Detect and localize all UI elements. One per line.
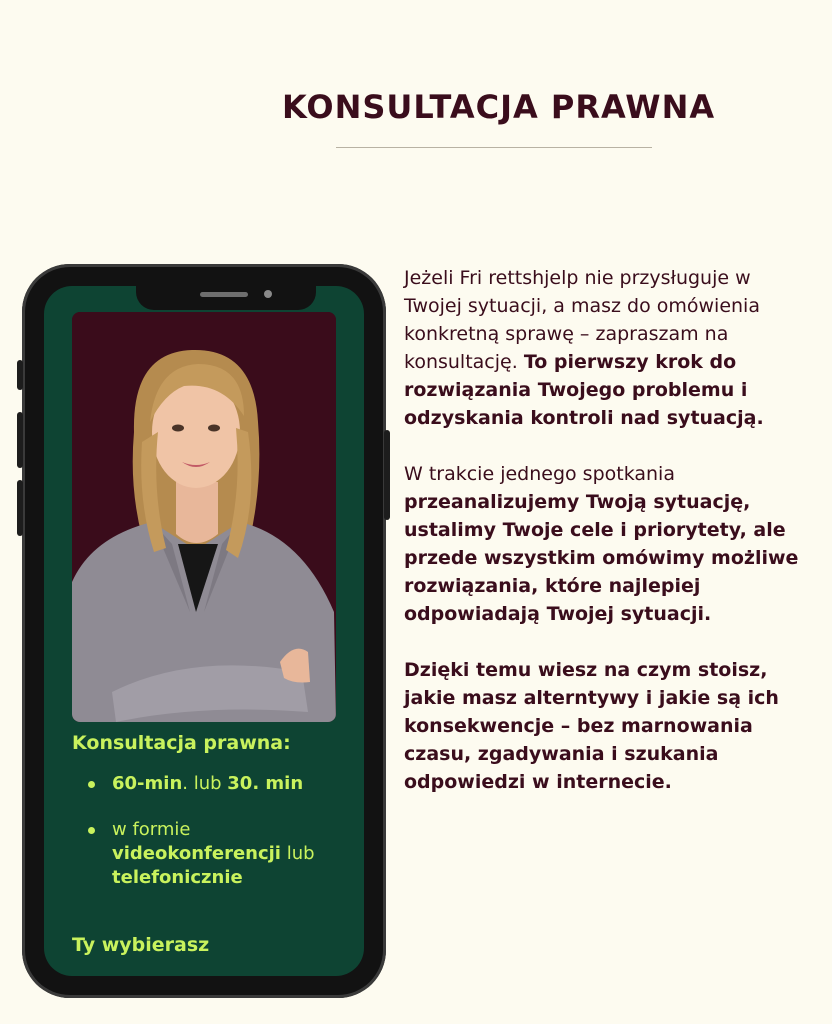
format-phone: telefonicznie [112,867,243,888]
you-choose-label: Ty wybierasz [72,934,210,956]
paragraph-benefit [404,656,804,796]
page-title: KONSULTACJA PRAWNA [282,88,716,126]
intro-regular: Jeżeli Fri rettshjelp nie przysługuje w Twojej sytuacji, a masz do omówienia konkretną sprawę – zapraszam na konsultację. [404,267,760,373]
speaker-grille [200,292,248,297]
title-divider [336,147,652,148]
phone-power-button [384,430,390,520]
list-item [86,772,356,796]
description-text [404,264,804,824]
phone-screen [44,286,364,976]
list-item [86,818,356,890]
intro-bold: To pierwszy krok do rozwiązania Twojego problemu i odzyskania kontroli nad sytuacją. [404,351,764,429]
phone-volume-up-button [17,412,23,468]
meeting-regular: W trakcie jednego spotkania [404,463,675,485]
duration-60: 60-min [112,773,183,794]
paragraph-meeting [404,460,804,628]
lawyer-portrait-photo [72,312,336,722]
paragraph-intro [404,264,804,432]
phone-side-button [17,360,23,390]
consultation-options-list [86,772,356,912]
format-separator: lub [280,843,315,864]
format-prefix: w formie [112,819,191,840]
duration-separator: . lub [182,773,228,794]
format-video: videokonferencji [112,843,281,864]
consultation-heading: Konsultacja prawna: [72,732,291,754]
phone-notch [136,286,316,310]
benefit-bold: Dzięki temu wiesz na czym stoisz, jakie masz alterntywy i jakie są ich konsekwencje – bez marnowania czasu, zgadywania i szukania odpowiedzi w internecie. [404,659,779,793]
duration-30: 30. min [227,773,304,794]
phone-volume-down-button [17,480,23,536]
portrait-illustration [72,312,336,722]
phone-mockup [22,264,386,998]
meeting-bold: przeanalizujemy Twoją sytuację, ustalimy Twoje cele i priorytety, ale przede wszystkim omówimy możliwe rozwiązania, które najlepiej odpowiadają Twojej sytuacji. [404,491,799,625]
camera-dot [264,290,272,298]
